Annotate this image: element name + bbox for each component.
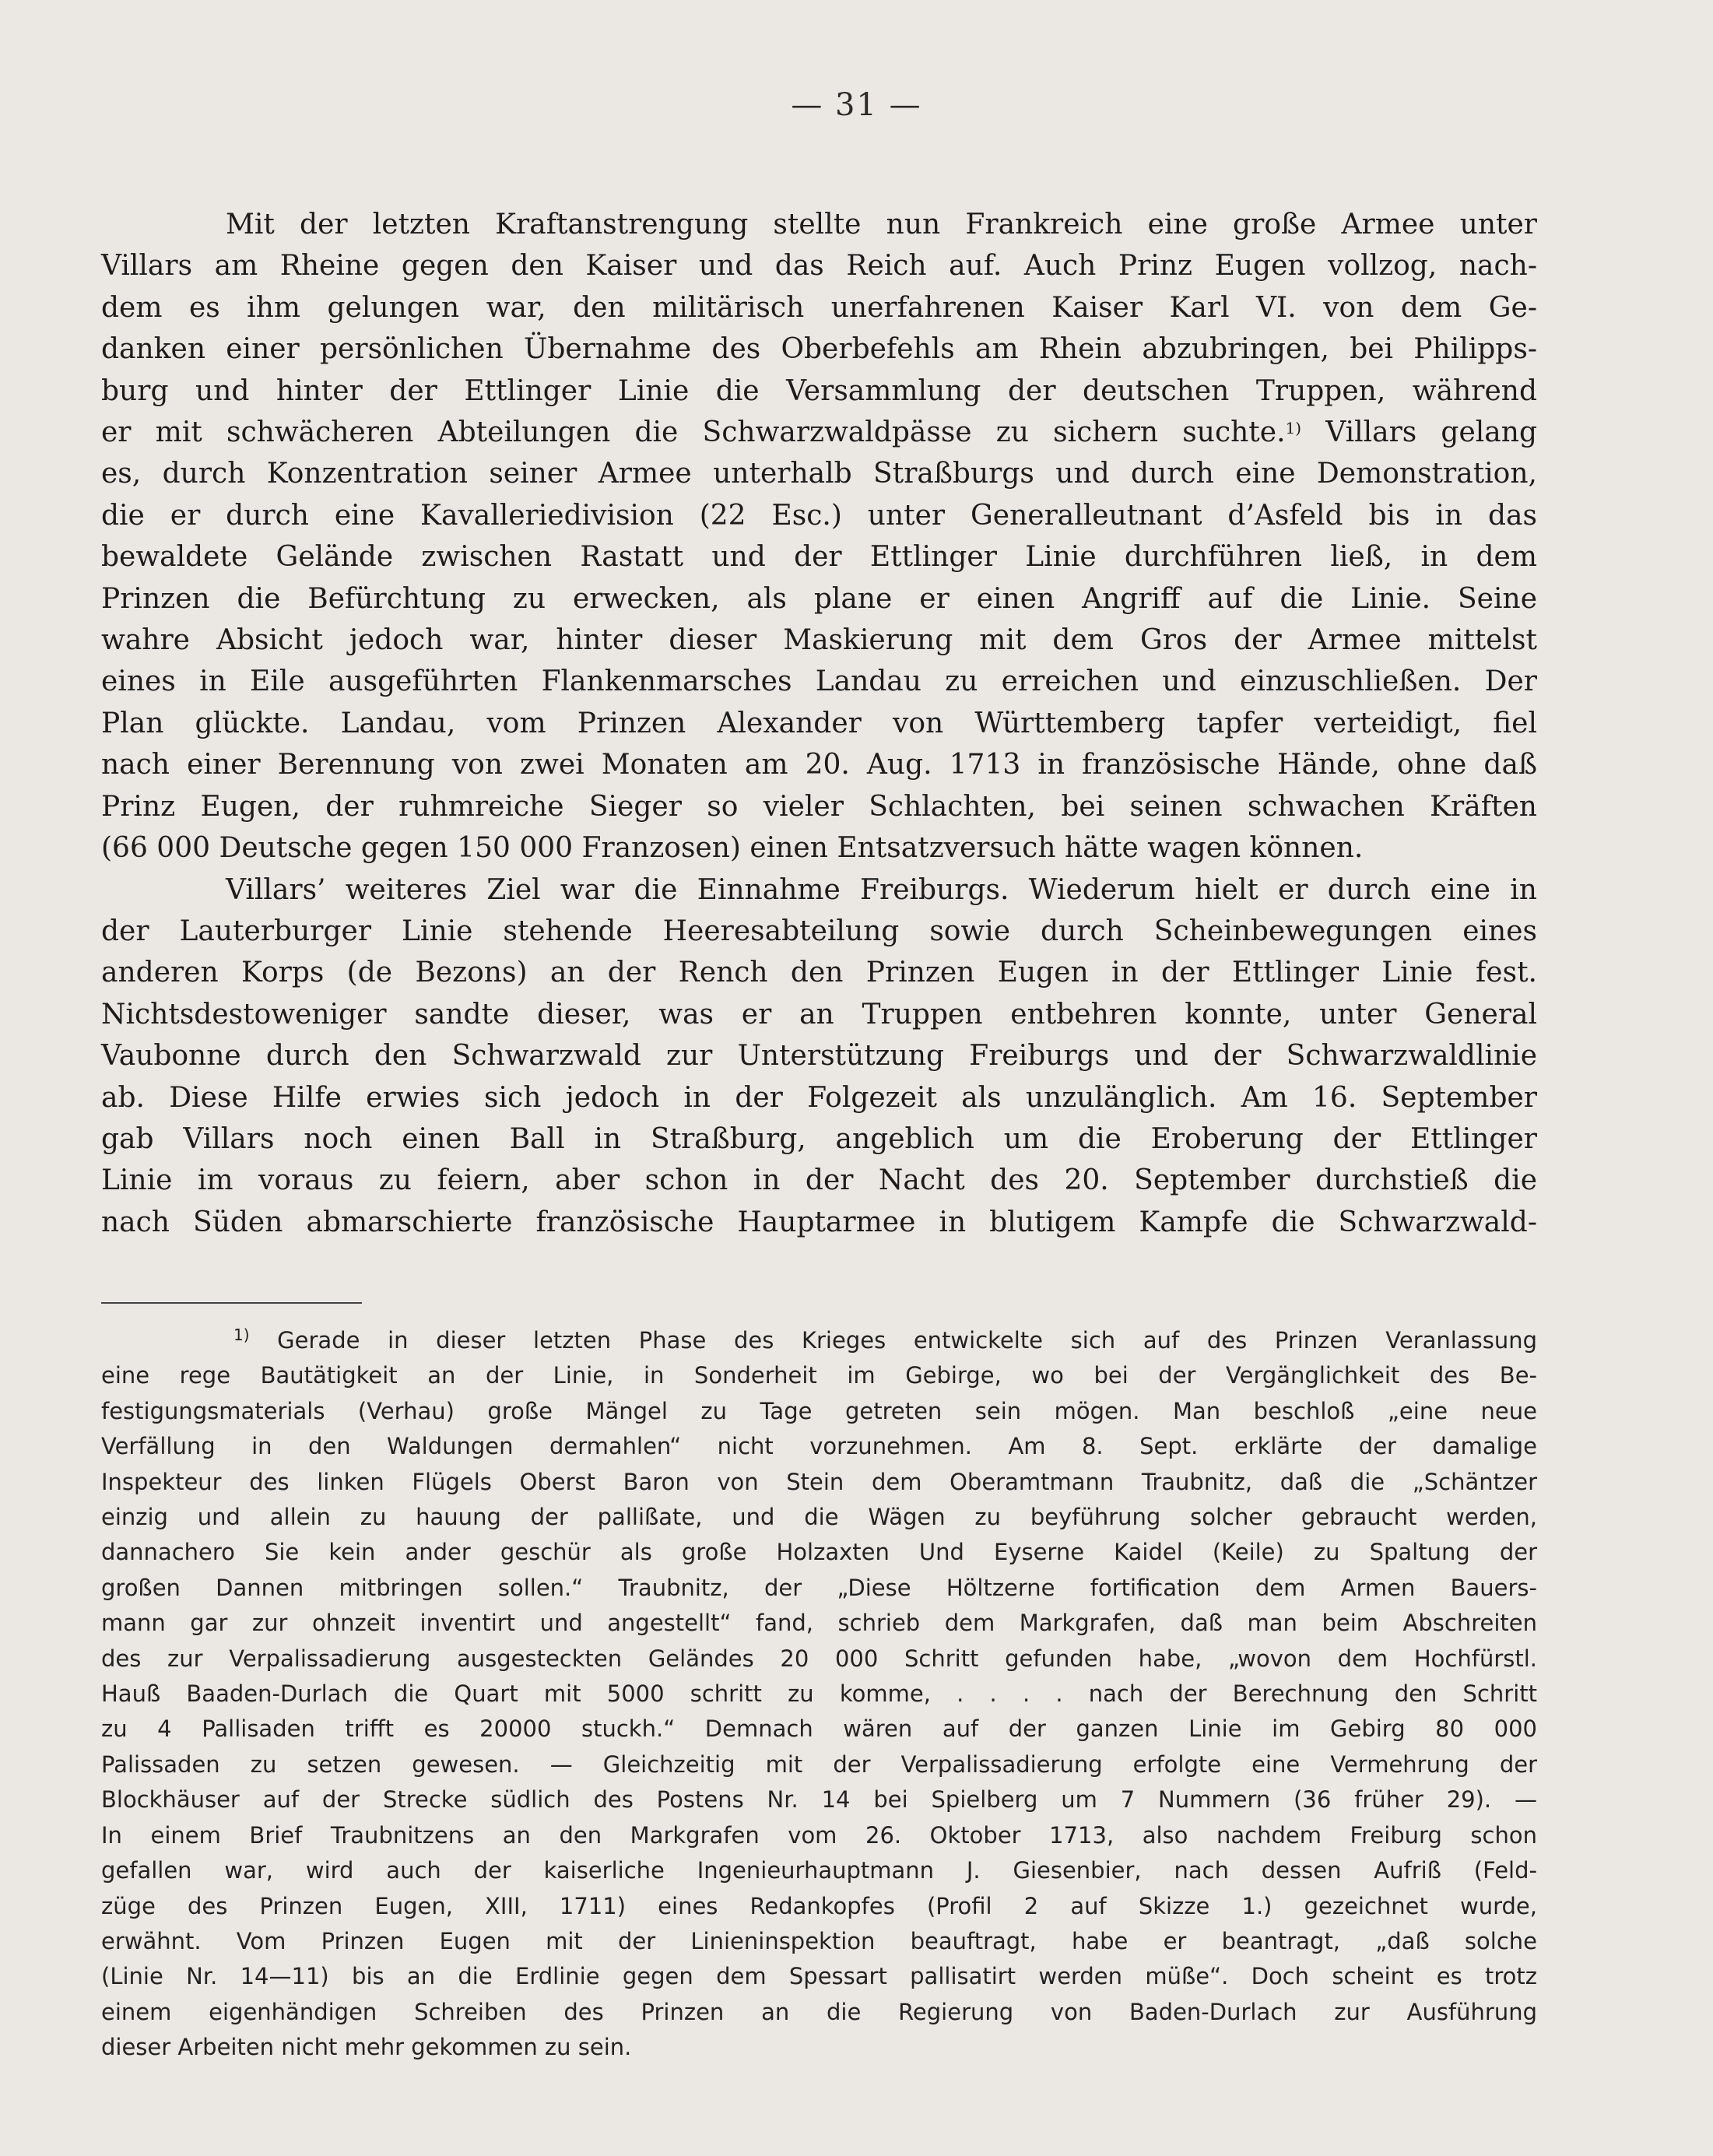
text-line: Vaubonne durch den Schwarzwald zur Unterstützung Freiburgs und der Schwarzwaldlinie [101, 1040, 1537, 1073]
footnote-text: Gerade in dieser letzten Phase des Krieges entwickelte sich auf des Prinzen Veranlassung [249, 1327, 1537, 1354]
text-line: es, durch Konzentration seiner Armee unterhalb Straßburgs und durch eine Demonstration, [101, 458, 1537, 490]
text-line: ab. Diese Hilfe erwies sich jedoch in der Folgezeit als unzulänglich. Am 16. September [101, 1081, 1537, 1114]
text-line: bewaldete Gelände zwischen Rastatt und der Ettlinger Linie durchführen ließ, in dem [101, 541, 1537, 574]
footnote-line: einem eigenhändigen Schreiben des Prinzen an die Regierung von Baden-Durlach zur Ausführung [101, 1998, 1537, 2025]
text-line: gab Villars noch einen Ball in Straßburg, angeblich um die Eroberung der Ettlinger [101, 1122, 1537, 1155]
footnote-line: dannachero Sie kein ander geschür als große Holzaxten Und Eyserne Kaidel (Keile) zu Spaltung der [101, 1539, 1537, 1566]
footnote-line: großen Dannen mitbringen sollen.“ Traubnitz, der „Diese Höltzerne fortification dem Armen Bauers- [101, 1574, 1537, 1601]
text-line: nach einer Berennung von zwei Monaten am 20. Aug. 1713 in französische Hände, ohne daß [101, 749, 1537, 781]
main-text [101, 204, 1537, 1243]
text-line: Prinzen die Befürchtung zu erwecken, als plane er einen Angriff auf die Linie. Seine [101, 582, 1537, 615]
text-segment: er mit schwächeren Abteilungen die Schwarzwaldpässe zu sichern suchte. [101, 416, 1286, 449]
footnote-line: Inspekteur des linken Flügels Oberst Baron von Stein dem Oberamtmann Traubnitz, daß die „Schäntzer [101, 1468, 1537, 1495]
footnote-line: gefallen war, wird auch der kaiserliche Ingenieurhauptmann J. Giesenbier, nach dessen Aufriß (Feld- [101, 1857, 1537, 1884]
footnote-line: In einem Brief Traubnitzens an den Markgrafen vom 26. Oktober 1713, also nachdem Freiburg schon [101, 1821, 1537, 1849]
text-line: die er durch eine Kavalleriedivision (22 Esc.) unter Generalleutnant d’Asfeld bis in das [101, 499, 1537, 532]
footnote-line: mann gar zur ohnzeit inventirt und angestellt“ fand, schrieb dem Markgrafen, daß man beim Abschreiten [101, 1610, 1537, 1637]
text-line: dem es ihm gelungen war, den militärisch unerfahrenen Kaiser Karl VI. von dem Ge- [101, 291, 1537, 324]
text-line: danken einer persönlichen Übernahme des Oberbefehls am Rhein abzubringen, bei Philipps- [101, 333, 1537, 366]
text-line: burg und hinter der Ettlinger Linie die Versammlung der deutschen Truppen, während [101, 374, 1537, 407]
text-line: der Lauterburger Linie stehende Heeresabteilung sowie durch Scheinbewegungen eines [101, 915, 1537, 947]
text-line: (66 000 Deutsche gegen 150 000 Franzosen) einen Entsatzversuch hätte wagen können. [101, 832, 1364, 865]
text-line: Prinz Eugen, der ruhmreiche Sieger so vieler Schlachten, bei seinen schwachen Kräften [101, 790, 1537, 823]
text-line: anderen Korps (de Bezons) an der Rench den Prinzen Eugen in der Ettlinger Linie fest. [101, 957, 1537, 989]
text-line: wahre Absicht jedoch war, hinter dieser Maskierung mit dem Gros der Armee mittelst [101, 624, 1537, 657]
text-line: nach Süden abmarschierte französische Hauptarmee in blutigem Kampfe die Schwarzwald- [101, 1206, 1537, 1238]
text-line: Linie im voraus zu feiern, aber schon in der Nacht des 20. September durchstieß die [101, 1164, 1537, 1197]
footnote-line: Palissaden zu setzen gewesen. — Gleichzeitig mit der Verpalissadierung erfolgte eine Vermehrung der [101, 1750, 1537, 1778]
footnote-line: (Linie Nr. 14—11) bis an die Erdlinie gegen dem Spessart pallisatirt werden müße“. Doch scheint es trotz [101, 1963, 1537, 1990]
footnote-line: zu 4 Pallisaden trifft es 20000 stuckh.“ Demnach wären auf der ganzen Linie im Gebirg 80 000 [101, 1715, 1537, 1743]
footnote-line: festigungsmaterials (Verhau) große Mängel zu Tage getreten sein mögen. Man beschloß „eine neue [101, 1397, 1537, 1424]
text-line: Plan glückte. Landau, vom Prinzen Alexander von Württemberg tapfer verteidigt, fiel [101, 707, 1537, 739]
footnote-reference[interactable]: 1) [1285, 419, 1302, 438]
footnote [101, 1323, 1537, 2066]
footnote-line: eine rege Bautätigkeit an der Linie, in Sonderheit im Gebirge, wo bei der Vergänglichkeit des Be- [101, 1362, 1537, 1389]
footnote-line: einzig und allein zu hauung der pallißate, und die Wägen zu beyführung solcher gebraucht werden, [101, 1504, 1537, 1531]
text-line: Villars am Rheine gegen den Kaiser und das Reich auf. Auch Prinz Eugen vollzog, nach- [101, 250, 1537, 283]
footnote-line: züge des Prinzen Eugen, XIII, 1711) eines Redankopfes (Profil 2 auf Skizze 1.) gezeichnet wurde, [101, 1892, 1537, 1919]
footnote-line: Blockhäuser auf der Strecke südlich des Postens Nr. 14 bei Spielberg um 7 Nummern (36 früher 29). — [101, 1786, 1537, 1814]
page-number: — 31 — [791, 87, 922, 123]
text-line: Mit der letzten Kraftanstrengung stellte nun Frankreich eine große Armee unter [226, 209, 1537, 241]
text-line-with-footnote [101, 412, 1537, 453]
text-line: Nichtsdestoweniger sandte dieser, was er an Truppen entbehren konnte, unter General [101, 998, 1537, 1031]
footnote-divider [101, 1302, 362, 1304]
footnote-line: des zur Verpalissadierung ausgesteckten Geländes 20 000 Schritt gefunden habe, „wovon dem Hochfürstl. [101, 1645, 1537, 1672]
footnote-marker: 1) [233, 1326, 250, 1344]
footnote-line: Hauß Baaden-Durlach die Quart mit 5000 schritt zu komme, . . . . nach der Berechnung den Schritt [101, 1680, 1537, 1708]
text-line: eines in Eile ausgeführten Flankenmarsches Landau zu erreichen und einzuschließen. Der [101, 665, 1537, 698]
footnote-line: dieser Arbeiten nicht mehr gekommen zu sein. [101, 2034, 632, 2061]
footnote-line: Verfällung in den Waldungen dermahlen“ nicht vorzunehmen. Am 8. Sept. erklärte der damalige [101, 1433, 1537, 1460]
text-line: Villars’ weiteres Ziel war die Einnahme Freiburgs. Wiederum hielt er durch eine in [226, 873, 1537, 906]
text-segment: Villars gelang [1301, 416, 1537, 449]
footnote-line [101, 1323, 1537, 1358]
footnote-line: erwähnt. Vom Prinzen Eugen mit der Linieninspektion beauftragt, habe er beantragt, „daß solche [101, 1927, 1537, 1954]
